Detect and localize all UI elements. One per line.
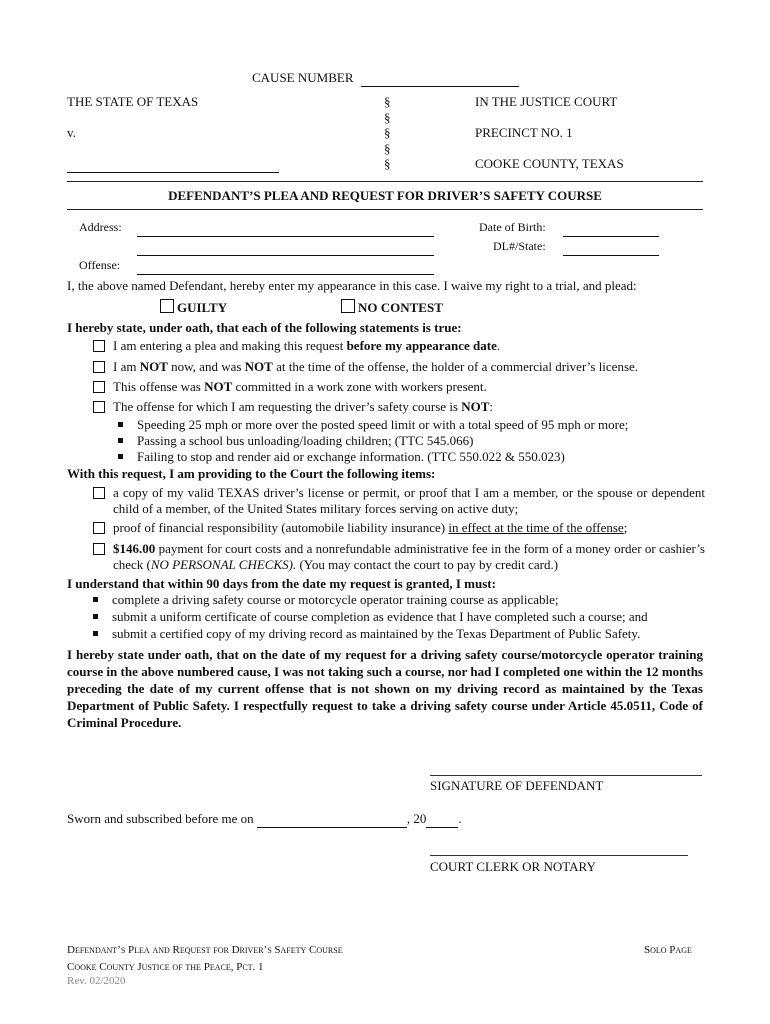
section-mark: §	[384, 125, 391, 140]
statement-1	[93, 338, 705, 354]
statement-2-text: I am	[113, 359, 140, 374]
statement-1-emphasis: before my appearance date	[346, 338, 497, 353]
statement-3-text: This offense was	[113, 379, 205, 394]
cause-number	[252, 70, 519, 87]
list-item	[93, 609, 648, 625]
sworn-end: .	[458, 811, 462, 826]
item-2-text: proof of financial responsibility (automobile liability insurance)	[113, 520, 449, 535]
obligations-heading: I understand that within 90 days from the date my request is granted, I must:	[67, 576, 496, 591]
sworn-text: Sworn and subscribed before me on	[67, 811, 257, 826]
offense-label: Offense:	[79, 258, 121, 272]
item-2	[93, 520, 705, 536]
versus: v.	[67, 125, 76, 140]
statement-4-checkbox[interactable]	[93, 401, 105, 413]
statement-3-not: NOT	[204, 379, 233, 394]
justice-court: IN THE JUSTICE COURT	[475, 94, 618, 109]
statements-heading: I hereby state, under oath, that each of the following statements is true:	[67, 320, 462, 335]
page-title: DEFENDANT’S PLEA AND REQUEST FOR DRIVER’S SAFETY COURSE	[168, 188, 602, 203]
section-mark: §	[384, 140, 391, 156]
item-3-credit-note: (You may contact the court to pay by credit card.)	[296, 557, 559, 572]
no-contest-label: NO CONTEST	[358, 300, 443, 315]
bullet-text: submit a uniform certificate of course completion as evidence that I have completed such a course; and	[112, 609, 648, 624]
list-item	[118, 449, 565, 465]
statement-3-text-end: committed in a work zone with workers present.	[232, 379, 487, 394]
sworn-date-field[interactable]	[257, 811, 407, 828]
cause-number-field[interactable]	[361, 70, 519, 87]
list-item	[93, 626, 640, 642]
sworn-year-field[interactable]	[426, 811, 458, 828]
footer-form-name: Defendant’s Plea and Request for Driver’s Safety Course	[67, 944, 343, 956]
bullet-dot	[93, 597, 98, 602]
statement-3	[93, 379, 705, 395]
item-3-no-checks: NO PERSONAL CHECKS).	[150, 557, 297, 572]
statement-1-end: .	[496, 338, 501, 353]
defendant-signature-label: SIGNATURE OF DEFENDANT	[430, 778, 604, 793]
bullet-text: complete a driving safety course or motorcycle operator training course as applicable;	[112, 592, 559, 607]
bullet-text: Failing to stop and render aid or exchange information. (TTC 550.022 & 550.023)	[137, 449, 565, 464]
address-line-2[interactable]	[137, 239, 434, 256]
bullet-text: Passing a school bus unloading/loading children; (TTC 545.066)	[137, 433, 474, 448]
statement-2	[93, 359, 705, 375]
precinct: PRECINCT NO. 1	[475, 125, 573, 140]
item-2-checkbox[interactable]	[93, 522, 105, 534]
cause-number-label: CAUSE NUMBER	[252, 70, 354, 85]
list-item	[93, 592, 559, 608]
title-rule-top	[67, 181, 703, 182]
item-2-end: ;	[623, 520, 628, 535]
section-mark: §	[384, 109, 391, 125]
item-3-text: payment for court costs and a nonrefundable administrative fee in the form of a money order or cashier’s check (	[113, 541, 705, 572]
item-3	[93, 541, 705, 573]
bullet-dot	[118, 422, 123, 427]
clerk-signature-line[interactable]	[430, 855, 688, 856]
item-3-amount: $146.00	[113, 541, 156, 556]
address-line-1[interactable]	[137, 220, 434, 237]
bullet-dot	[118, 454, 123, 459]
footer-revision: Rev. 02/2020	[67, 975, 126, 987]
oath-paragraph: I hereby state under oath, that on the date of my request for a driving safety course/motorcycle operator training course in the above numbered cause, I was not taking such a course, nor had I completed one within the 12 months preceding the date of my current offense that is not shown on my driving record as maintained by the Texas Department of Public Safety. I respectfully request to take a driving safety course under Article 45.0511, Code of Criminal Procedure.	[67, 647, 703, 730]
dl-label: DL#/State:	[493, 239, 546, 253]
bullet-dot	[93, 614, 98, 619]
list-item	[118, 417, 628, 433]
plea-guilty[interactable]	[160, 299, 227, 316]
statement-1-checkbox[interactable]	[93, 340, 105, 352]
defendant-signature-line[interactable]	[430, 775, 702, 776]
statement-4-end: :	[489, 399, 494, 414]
item-3-checkbox[interactable]	[93, 543, 105, 555]
state-of-texas: THE STATE OF TEXAS	[67, 94, 199, 109]
statement-2-not-2: NOT	[244, 359, 273, 374]
section-mark: §	[384, 94, 391, 109]
statement-3-checkbox[interactable]	[93, 381, 105, 393]
dl-field[interactable]	[563, 239, 659, 256]
statement-1-text: I am entering a plea and making this request	[113, 338, 347, 353]
bullet-dot	[93, 631, 98, 636]
statement-2-text-end: at the time of the offense, the holder of a commercial driver’s license.	[272, 359, 639, 374]
list-item	[118, 433, 474, 449]
plea-intro: I, the above named Defendant, hereby enter my appearance in this case. I waive my right to a trial, and plead:	[67, 278, 637, 293]
section-mark: §	[384, 156, 391, 171]
bullet-text: Speeding 25 mph or more over the posted speed limit or with a total speed of 95 mph or more;	[137, 417, 629, 432]
no-contest-checkbox[interactable]	[341, 299, 355, 313]
sworn-statement	[67, 811, 462, 828]
statement-4-not: NOT	[461, 399, 490, 414]
offense-field[interactable]	[137, 258, 434, 275]
plea-no-contest[interactable]	[341, 299, 443, 316]
guilty-checkbox[interactable]	[160, 299, 174, 313]
footer-court-name: Cooke County Justice of the Peace, Pct. 1	[67, 961, 264, 973]
items-heading: With this request, I am providing to the Court the following items:	[67, 466, 436, 481]
statement-2-not: NOT	[139, 359, 168, 374]
statement-2-text-mid: now, and was	[167, 359, 245, 374]
bullet-dot	[118, 438, 123, 443]
guilty-label: GUILTY	[177, 300, 228, 315]
item-1-text: a copy of my valid TEXAS driver’s license or permit, or proof that I am a member, or the spouse or dependent child of a member, of the United States military forces serving on active duty;	[113, 485, 705, 516]
clerk-signature-label: COURT CLERK OR NOTARY	[430, 859, 596, 874]
sworn-year-prefix: , 20	[406, 811, 427, 826]
county: COOKE COUNTY, TEXAS	[475, 156, 624, 171]
footer-solo-page: Solo Page	[644, 944, 692, 956]
defendant-name-field[interactable]	[67, 156, 279, 173]
statement-2-checkbox[interactable]	[93, 361, 105, 373]
section-marks	[384, 94, 391, 172]
statement-4-text: The offense for which I am requesting the driver’s safety course is	[113, 399, 462, 414]
bullet-text: submit a certified copy of my driving record as maintained by the Texas Department of Public Safety.	[112, 626, 641, 641]
item-1	[93, 485, 705, 517]
address-label: Address:	[79, 220, 122, 234]
statement-4	[93, 399, 705, 415]
item-1-checkbox[interactable]	[93, 487, 105, 499]
dob-field[interactable]	[563, 220, 659, 237]
title-rule-bottom	[67, 209, 703, 210]
item-2-underlined: in effect at the time of the offense	[448, 520, 624, 535]
dob-label: Date of Birth:	[479, 220, 546, 234]
